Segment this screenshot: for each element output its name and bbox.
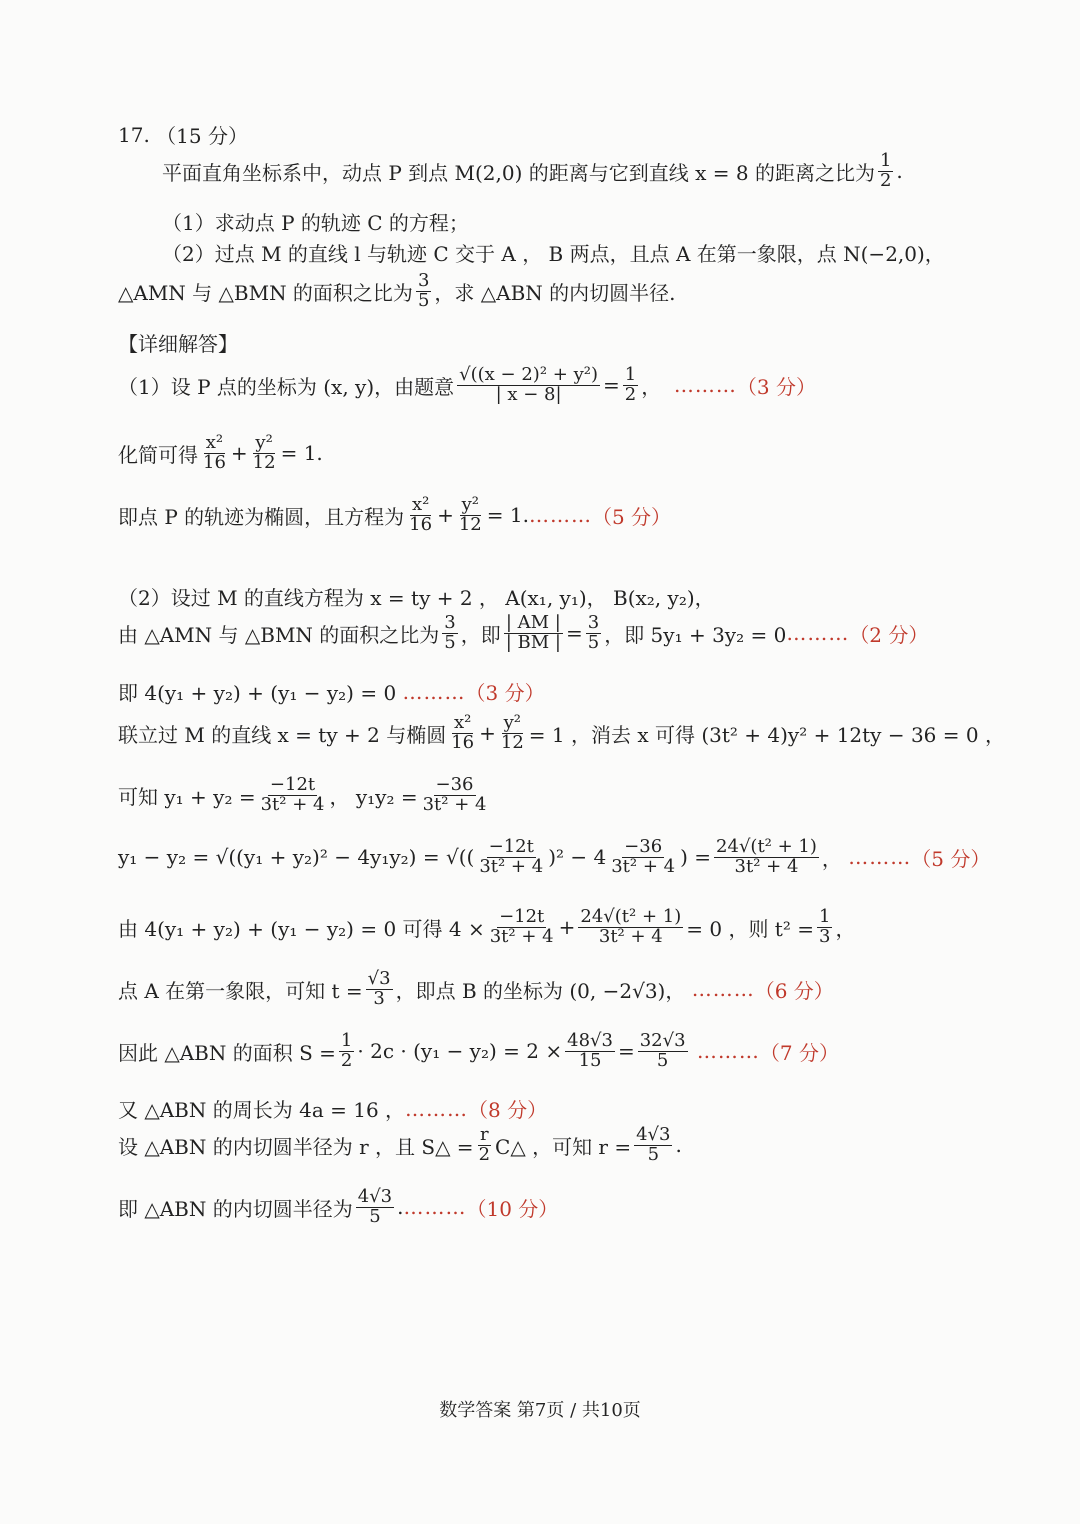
line-text: = 1 ，消去 x 可得 (3t² + 4)y² + 12ty − 36 = 0 ， (528, 722, 1005, 747)
solution-line-13 (118, 1094, 547, 1123)
punctuation: . (397, 1195, 404, 1220)
score-label: （6 分） (754, 978, 834, 1003)
fraction-denominator: 12 (500, 731, 524, 753)
fraction-denominator: 2 (624, 383, 637, 405)
plus-sign: + (437, 503, 454, 528)
problem-score: （15 分） (156, 124, 248, 148)
r-half-fraction (477, 1126, 492, 1165)
fraction-numerator: −36 (624, 836, 663, 857)
fraction-denominator: | x − 8| (495, 383, 562, 405)
solution-line-8 (118, 776, 491, 815)
fraction-numerator: 4√3 (636, 1124, 671, 1145)
leader-dots: ……… (528, 503, 592, 528)
equals-sign: = (565, 621, 583, 646)
half-fraction (623, 366, 638, 405)
fraction-denominator: 5 (647, 1143, 660, 1165)
fraction-numerator: 48√3 (567, 1030, 613, 1051)
part2-text: （2）过点 M 的直线 l 与轨迹 C 交于 A ， B 两点，且点 A 在第一象限，点 N(−2,0)， (162, 242, 945, 266)
fraction-denominator: 2 (478, 1143, 491, 1165)
x-squared-fraction (201, 434, 228, 473)
difference-fraction (578, 908, 683, 947)
solution-line-1 (118, 366, 816, 405)
leader-dots: ……… (696, 1039, 760, 1064)
plus-sign: + (479, 721, 496, 746)
half-fraction (339, 1032, 354, 1071)
solution-line-2 (118, 434, 323, 473)
fraction-numerator: r (480, 1124, 489, 1145)
leader-dots: ……… (786, 621, 850, 646)
fraction-numerator: −12t (499, 906, 545, 927)
product-fraction (421, 776, 489, 815)
fraction-numerator: 3 (444, 612, 456, 633)
solution-line-10 (118, 908, 855, 947)
line-text: = 0 ，则 t² = (686, 916, 814, 941)
line-text: 由 4(y₁ + y₂) + (y₁ − y₂) = 0 可得 4 × (118, 916, 485, 941)
y-squared-fraction (251, 434, 278, 473)
solution-line-15 (118, 1188, 558, 1227)
line-text: 化简可得 (118, 442, 198, 467)
fraction-denominator: 5 (369, 1205, 381, 1227)
x-squared-fraction (449, 714, 476, 753)
fraction-numerator: 4√3 (357, 1186, 393, 1207)
leader-dots: ……… (691, 977, 755, 1002)
area-fraction (565, 1032, 615, 1071)
sum-fraction (259, 776, 327, 815)
fraction-denominator: 16 (451, 731, 475, 753)
problem-part1 (162, 207, 469, 236)
fraction-numerator: y² (503, 712, 522, 733)
line-text: 点 A 在第一象限，可知 t = (118, 978, 363, 1003)
solution-line-11 (118, 970, 834, 1009)
distance-ratio-fraction (457, 366, 600, 405)
fraction-denominator: 2 (879, 169, 892, 191)
fraction-numerator: y² (255, 432, 273, 453)
line-text: 由 △AMN 与 △BMN 的面积之比为 (118, 622, 440, 647)
problem-part2 (162, 238, 945, 267)
fraction-numerator: | AM | (505, 612, 561, 633)
fraction-denominator: 15 (578, 1049, 602, 1071)
fraction-denominator: 5 (587, 631, 600, 653)
line-text: ) = (680, 845, 712, 870)
difference-fraction (714, 838, 819, 877)
score-label: （7 分） (759, 1040, 839, 1065)
fraction-numerator: 1 (624, 364, 637, 385)
fraction-numerator: x² (411, 494, 430, 515)
punctuation: . (675, 1133, 682, 1158)
line-text: ，即点 B 的坐标为 (0, −2√3)， (395, 978, 686, 1003)
fraction-numerator: √3 (367, 968, 391, 989)
line-text: 又 △ABN 的周长为 4a = 16 ， (118, 1098, 406, 1122)
problem-part2-cont (118, 272, 675, 311)
fraction-denominator: 3 (373, 987, 385, 1009)
leader-dots: ……… (403, 1195, 467, 1220)
page-footer: 数学答案 第7页 / 共10页 (439, 1400, 641, 1421)
fraction-numerator: 1 (879, 150, 892, 171)
solution-line-7 (118, 714, 1005, 753)
fraction-denominator: 2 (340, 1049, 353, 1071)
line-text: 即 △ABN 的内切圆半径为 (118, 1196, 353, 1221)
t-value-fraction (366, 970, 393, 1009)
equation-tail: = 1. (280, 441, 323, 466)
line-text: 即点 P 的轨迹为椭圆，且方程为 (118, 504, 405, 529)
fraction-numerator: 24√(t² + 1) (716, 836, 817, 857)
fraction-denominator: 3t² + 4 (260, 793, 325, 815)
ratio-fraction (586, 614, 601, 653)
answer-header (118, 328, 238, 357)
radius-fraction (634, 1126, 672, 1165)
equals-sign: = (617, 1039, 635, 1064)
fraction-denominator: 12 (252, 451, 276, 473)
fraction-numerator: −12t (269, 774, 316, 795)
fraction-numerator: 3 (587, 612, 600, 633)
sum-fraction (488, 908, 556, 947)
line-text: 即 4(y₁ + y₂) + (y₁ − y₂) = 0 (118, 681, 397, 705)
statement-fraction (878, 152, 893, 191)
fraction-denominator: | BM | (505, 631, 561, 653)
score-label: （3 分） (465, 681, 545, 705)
line-text: 可知 y₁ + y₂ = (118, 784, 256, 809)
fraction-denominator: 3t² + 4 (422, 793, 487, 815)
score-label: （5 分） (911, 846, 991, 871)
fraction-numerator: 24√(t² + 1) (580, 906, 682, 927)
line-text: y₁ − y₂ = √((y₁ + y₂)² − 4y₁y₂) = √(( (118, 845, 475, 870)
fraction-numerator: y² (461, 494, 479, 515)
fraction-denominator: 3t² + 4 (598, 925, 663, 947)
score-label: （10 分） (466, 1196, 559, 1221)
fraction-numerator: 1 (340, 1030, 353, 1051)
fraction-denominator: 16 (409, 513, 433, 535)
answer-header-text: 【详细解答】 (118, 332, 238, 356)
fraction-denominator: 3t² + 4 (611, 855, 676, 877)
solution-line-6 (118, 677, 545, 706)
line-text: 因此 △ABN 的面积 S = (118, 1040, 336, 1065)
area-result-fraction (638, 1032, 688, 1071)
equation-tail: = 1. (486, 503, 529, 528)
solution-line-14 (118, 1126, 682, 1165)
y-squared-fraction (457, 496, 484, 535)
sum-fraction (477, 838, 545, 877)
leader-dots: ……… (402, 679, 466, 704)
ratio-fraction (416, 272, 431, 311)
t-squared-fraction (817, 908, 832, 947)
x-squared-fraction (407, 496, 434, 535)
line-text: ，即 5y₁ + 3y₂ = 0 (604, 622, 787, 647)
line-text: · 2c · (y₁ − y₂) = 2 × (357, 1039, 563, 1064)
score-label: （5 分） (591, 504, 672, 529)
fraction-denominator: 5 (444, 631, 456, 653)
line-text: 设 △ABN 的内切圆半径为 r ，且 S△ = (118, 1134, 474, 1159)
line-text: （2）设过 M 的直线方程为 x = ty + 2 ， A(x₁, y₁)， B(x₂, y₂)， (118, 586, 715, 610)
part2-cont-text: △AMN 与 △BMN 的面积之比为 (118, 280, 413, 305)
fraction-denominator: 3t² + 4 (489, 925, 554, 947)
punctuation: ， (835, 916, 856, 941)
fraction-denominator: 5 (656, 1049, 669, 1071)
fraction-numerator: 32√3 (639, 1030, 686, 1051)
line-text: ， y₁y₂ = (329, 784, 418, 809)
problem-header (118, 120, 248, 149)
line-text: )² − 4 (548, 845, 607, 870)
problem-number: 17. (118, 122, 150, 147)
score-label: （2 分） (849, 622, 929, 647)
plus-sign: + (558, 915, 576, 940)
statement-text: 平面直角坐标系中，动点 P 到点 M(2,0) 的距离与它到直线 x = 8 的距离之比为 (162, 160, 875, 185)
solution-line-4 (118, 582, 715, 611)
part1-text: （1）求动点 P 的轨迹 C 的方程； (162, 211, 469, 235)
fraction-denominator: 3 (818, 925, 831, 947)
solution-line-5 (118, 614, 928, 653)
leader-dots: ……… (673, 373, 737, 398)
y-squared-fraction (499, 714, 526, 753)
part2-cont-tail: ，求 △ABN 的内切圆半径. (434, 280, 676, 305)
score-label: （3 分） (736, 374, 817, 399)
fraction-denominator: 5 (417, 289, 430, 311)
plus-sign: + (230, 441, 248, 466)
leader-dots: ……… (405, 1096, 469, 1121)
fraction-numerator: 3 (417, 270, 430, 291)
fraction-denominator: 3t² + 4 (479, 855, 544, 877)
fraction-numerator: x² (205, 432, 224, 453)
fraction-denominator: 12 (458, 513, 482, 535)
equals-sign: = (602, 373, 620, 398)
fraction-denominator: 16 (203, 451, 226, 473)
line-text: （1）设 P 点的坐标为 (x, y)，由题意 (118, 374, 455, 399)
solution-line-3 (118, 496, 671, 535)
line-text: ，即 (460, 622, 501, 647)
am-bm-fraction (504, 614, 563, 653)
fraction-numerator: √((x − 2)² + y²) (459, 364, 598, 385)
radius-fraction (356, 1188, 394, 1227)
fraction-denominator: 3t² + 4 (734, 855, 799, 877)
solution-line-12 (118, 1032, 839, 1071)
fraction-numerator: 1 (818, 906, 831, 927)
fraction-numerator: −12t (488, 836, 534, 857)
punctuation: ， (821, 846, 842, 871)
line-text: C△ ，可知 r = (495, 1134, 632, 1159)
ratio-fraction (442, 614, 457, 653)
leader-dots: ……… (848, 845, 912, 870)
product-fraction (609, 838, 677, 877)
solution-line-9 (118, 838, 990, 877)
fraction-numerator: −36 (435, 774, 474, 795)
fraction-numerator: x² (453, 712, 472, 733)
score-label: （8 分） (468, 1098, 548, 1122)
punctuation: ， (641, 374, 662, 399)
problem-statement: 平面直角坐标系中，动点 P 到点 M(2,0) 的距离与它到直线 x = 8 的距离之比为 $\frac{1}{2}$ . (162, 150, 903, 191)
line-text: 联立过 M 的直线 x = ty + 2 与椭圆 (118, 722, 447, 747)
